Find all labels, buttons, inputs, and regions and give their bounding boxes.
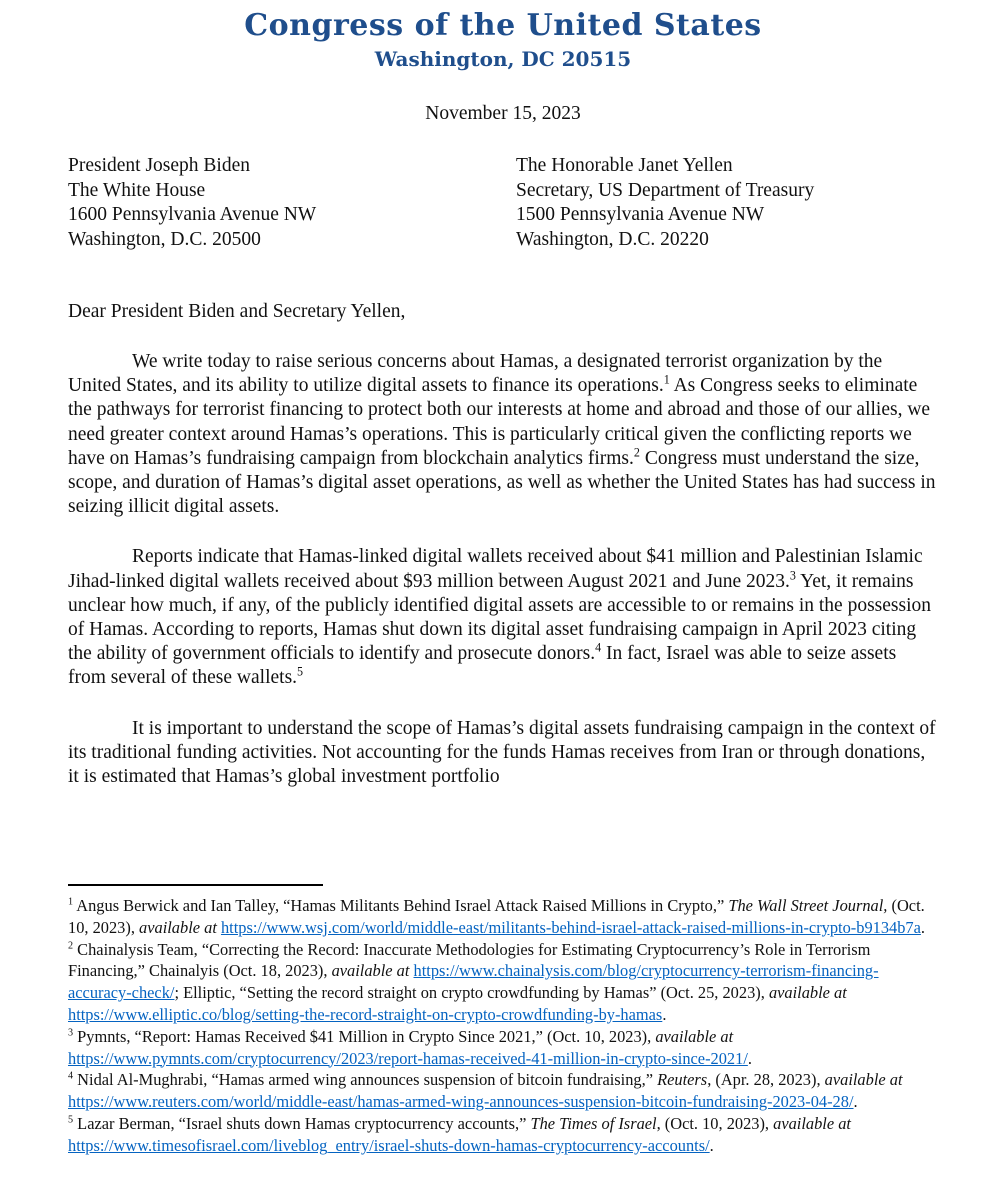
address-line: Secretary, US Department of Treasury: [516, 179, 815, 201]
italic-text: available at: [768, 983, 847, 1003]
footnote-link[interactable]: https://www.timesofisrael.com/liveblog_entry/israel-shuts-down-hamas-cryptocurrency-accounts/: [68, 1135, 710, 1155]
address-line: 1600 Pennsylvania Avenue NW: [68, 204, 317, 225]
footnote-ref: 4: [68, 1070, 74, 1082]
italic-text: available at: [824, 1070, 903, 1090]
body-paragraph-1: [68, 350, 938, 519]
footnote-5: [68, 1113, 938, 1157]
footnote-2: [68, 939, 938, 1026]
text-segment: Angus Berwick and Ian Talley, “Hamas Militants Behind Israel Attack Raised Millions in Crypto,”: [73, 896, 729, 915]
text-segment: Reports indicate that Hamas-linked digital wallets received about $41 million and Palestinian Islamic Jihad-linked digital wallets received about $93 million between August 2021 and June 2023.: [68, 546, 923, 592]
text-segment: Lazar Berman, “Israel shuts down Hamas cryptocurrency accounts,”: [73, 1113, 531, 1133]
address-line: The White House: [68, 179, 206, 201]
footnote-ref: 1: [68, 896, 74, 908]
footnote-link[interactable]: https://www.elliptic.co/blog/setting-the-record-straight-on-crypto-crowdfunding-by-hamas: [68, 1004, 663, 1024]
text-segment: ; Elliptic, “Setting the record straight on crypto crowdfunding by Hamas” (Oct. 25, 2023),: [174, 983, 769, 1003]
recipient-block-secretary: [516, 154, 938, 252]
body-paragraph-3: [68, 717, 938, 790]
footnote-link[interactable]: https://www.chainalysis.com/blog/cryptocurrency-terrorism-financing-accuracy-check/: [68, 961, 879, 1003]
text-segment: Congress must understand the size, scope, and duration of Hamas’s digital asset operations, as well as whether the United States has had success in seizing illicit digital assets.: [68, 447, 936, 518]
address-line: Washington, D.C. 20500: [68, 228, 261, 250]
address-line: Washington, D.C. 20220: [516, 228, 709, 250]
text-segment: Pymnts, “Report: Hamas Received $41 Million in Crypto Since 2021,” (Oct. 10, 2023),: [73, 1026, 656, 1046]
text-segment: (Oct. 10, 2023),: [68, 896, 925, 937]
text-segment: , (Oct. 10, 2023),: [656, 1113, 774, 1133]
italic-text: The Wall Street Journal,: [728, 896, 892, 915]
recipient-block-president: [68, 154, 516, 252]
italic-text: available at: [139, 917, 221, 937]
letterhead: [68, 0, 938, 72]
text-segment: We write today to raise serious concerns about Hamas, a designated terrorist organization by the United States, and its ability to utilize digital assets to finance its operations.: [68, 351, 883, 397]
text-segment: Nidal Al-Mughrabi, “Hamas armed wing announces suspension of bitcoin fundraising,”: [73, 1070, 658, 1090]
footnote-separator: [68, 884, 323, 886]
footnote-ref: 3: [789, 568, 796, 583]
text-segment: , (Apr. 28, 2023),: [707, 1070, 825, 1090]
footnote-ref: 2: [68, 940, 74, 952]
address-line: The Honorable Janet Yellen: [516, 155, 733, 176]
footnote-ref: 5: [297, 664, 304, 679]
footnote-1: [68, 895, 938, 939]
footnote-link[interactable]: https://www.reuters.com/world/middle-east/hamas-armed-wing-announces-suspension-bitcoin-fundraising-2023-04-28/: [68, 1092, 854, 1112]
text-segment: Chainalysis Team, “Correcting the Record: Inaccurate Methodologies for Estimating Cryptocurrency’s Role in Terrorism Financing,” Chainalyis (Oct. 18, 2023),: [68, 939, 871, 981]
footnote-ref: 5: [68, 1114, 74, 1126]
text-segment: .: [853, 1092, 858, 1112]
text-segment: .: [709, 1135, 714, 1155]
text-segment: It is important to understand the scope of Hamas’s digital assets fundraising campaign in the context of its traditional funding activities. Not accounting for the funds Hamas receives from Iran or through donations, it is estimated that Hamas’s global investment portfolio: [68, 717, 936, 788]
footnote-ref: 1: [663, 372, 670, 387]
address-line: 1500 Pennsylvania Avenue NW: [516, 204, 765, 225]
text-segment: .: [920, 917, 926, 937]
footnote-3: [68, 1026, 938, 1070]
italic-text: available at: [773, 1113, 851, 1133]
text-segment: As Congress seeks to eliminate the pathways for terrorist financing to protect both our interests at home and abroad and those of our allies, we need greater context around Hamas’s operations. This is particularly critical given the conflicting reports we have on Hamas’s fundraising campaign from blockchain analytics firms.: [68, 375, 931, 469]
footnote-4: [68, 1069, 938, 1113]
text-segment: .: [747, 1048, 752, 1068]
italic-text: available at: [655, 1026, 734, 1046]
recipients: [68, 154, 938, 252]
text-segment: Yet, it remains unclear how much, if any, of the publicly identified digital assets are accessible to or remains in the possession of Hamas. According to reports, Hamas shut down its digital asset fundraising campaign in April 2023 citing the ability of government officials to identify and prosecute donors.: [68, 570, 931, 665]
italic-text: available at: [331, 961, 414, 981]
body-paragraph-2: [68, 545, 938, 690]
letterhead-title: Congress of the United States: [244, 8, 762, 43]
footnote-ref: 4: [595, 640, 602, 655]
footnote-ref: 2: [633, 445, 640, 460]
italic-text: Reuters: [657, 1070, 708, 1090]
footnotes-section: [68, 884, 938, 1157]
footnote-link[interactable]: https://www.wsj.com/world/middle-east/militants-behind-israel-attack-raised-millions-in-crypto-b9134b7a: [220, 917, 921, 937]
footnote-link[interactable]: https://www.pymnts.com/cryptocurrency/2023/report-hamas-received-41-million-in-crypto-since-2021/: [68, 1048, 748, 1068]
footnote-ref: 3: [68, 1027, 74, 1039]
address-line: President Joseph Biden: [68, 155, 250, 176]
italic-text: The Times of Israel: [530, 1113, 657, 1133]
text-segment: .: [662, 1004, 667, 1024]
letterhead-subtitle: Washington, DC 20515: [374, 47, 632, 71]
letter-date: November 15, 2023: [425, 103, 581, 124]
text-segment: In fact, Israel was able to seize assets from several of these wallets.: [68, 643, 897, 689]
salutation: Dear President Biden and Secretary Yellen,: [68, 301, 406, 322]
